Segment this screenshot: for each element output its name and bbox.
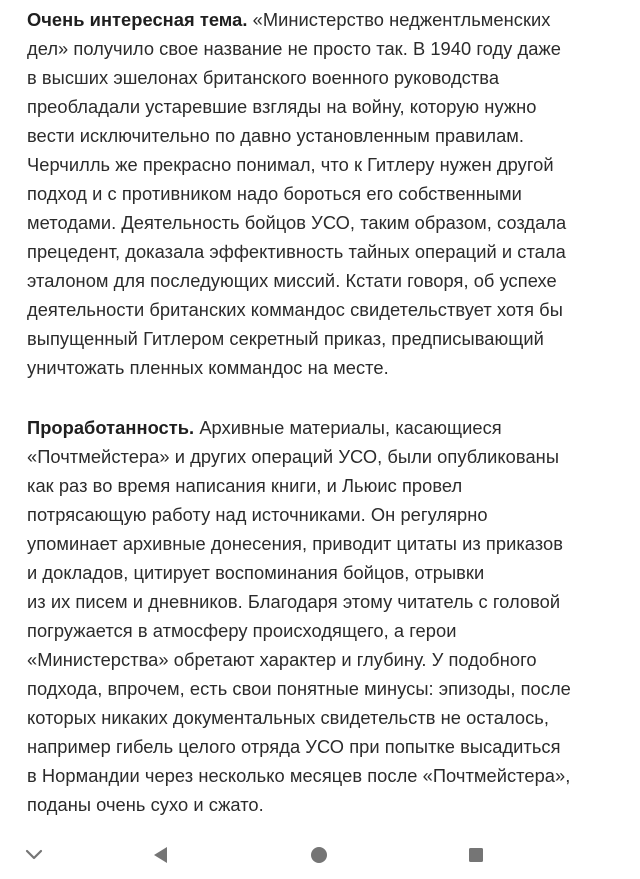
text-line: преобладали устаревшие взгляды на войну, которую нужно [27,96,537,117]
text-line: которых никаких документальных свидетельств не осталось, [27,707,550,728]
text-line: подход и с противником надо бороться его собственными [27,183,522,204]
text-line: эталоном для последующих миссий. Кстати говоря, об успехе [27,270,557,291]
paragraph-lead: Проработанность. [27,417,195,438]
text-line: в Нормандии через несколько месяцев после «Почтмейстера», [27,765,571,786]
paragraph-elaboration [27,413,633,819]
recents-square-icon [468,847,484,863]
text-line: как раз во время написания книги, и Льюис провел [27,475,463,496]
text-line: погружается в атмосферу происходящего, а герои [27,620,457,641]
home-button[interactable] [289,830,349,879]
text-line: выпущенный Гитлером секретный приказ, предписывающий [27,328,544,349]
recents-button[interactable] [446,830,506,879]
text-line: деятельности британских коммандос свидетельствует хотя бы [27,299,563,320]
text-line: например гибель целого отряда УСО при попытке высадиться [27,736,561,757]
back-button[interactable] [131,830,191,879]
article-body [27,5,633,819]
text-line: Черчилль же прекрасно понимал, что к Гитлеру нужен другой [27,154,554,175]
text-line [27,5,633,34]
text-line: методами. Деятельность бойцов УСО, таким образом, создала [27,212,567,233]
text-line: в высших эшелонах британского военного руководства [27,67,500,88]
paragraph-lead: Очень интересная тема. [27,9,248,30]
text-line: и докладов, цитирует воспоминания бойцов, отрывки [27,562,485,583]
paragraph-interesting-topic [27,5,633,382]
text-line: из их писем и дневников. Благодаря этому читатель с головой [27,591,561,612]
text-line: поданы очень сухо и сжато. [27,794,264,815]
text-line: дел» получило свое название не просто так. В 1940 году даже [27,38,561,59]
text-line: «Почтмейстера» и других операций УСО, были опубликованы [27,446,560,467]
text-fragment: «Министерство неджентльменских [247,9,551,30]
collapse-button[interactable] [4,830,64,879]
chevron-down-icon [25,849,43,861]
text-line: «Министерства» обретают характер и глубину. У подобного [27,649,537,670]
home-circle-icon [310,846,328,864]
text-line: упоминает архивные донесения, приводит цитаты из приказов [27,533,564,554]
text-line [27,413,633,442]
text-line: подхода, впрочем, есть свои понятные минусы: эпизоды, после [27,678,571,699]
text-line: вести исключительно по давно установленным правилам. [27,125,525,146]
text-line: прецедент, доказала эффективность тайных операций и стала [27,241,566,262]
text-line: потрясающую работу над источниками. Он регулярно [27,504,488,525]
text-line: уничтожать пленных коммандос на месте. [27,357,389,378]
back-triangle-icon [153,846,169,864]
text-fragment: Архивные материалы, касающиеся [194,417,502,438]
system-navigation-bar [0,830,640,879]
